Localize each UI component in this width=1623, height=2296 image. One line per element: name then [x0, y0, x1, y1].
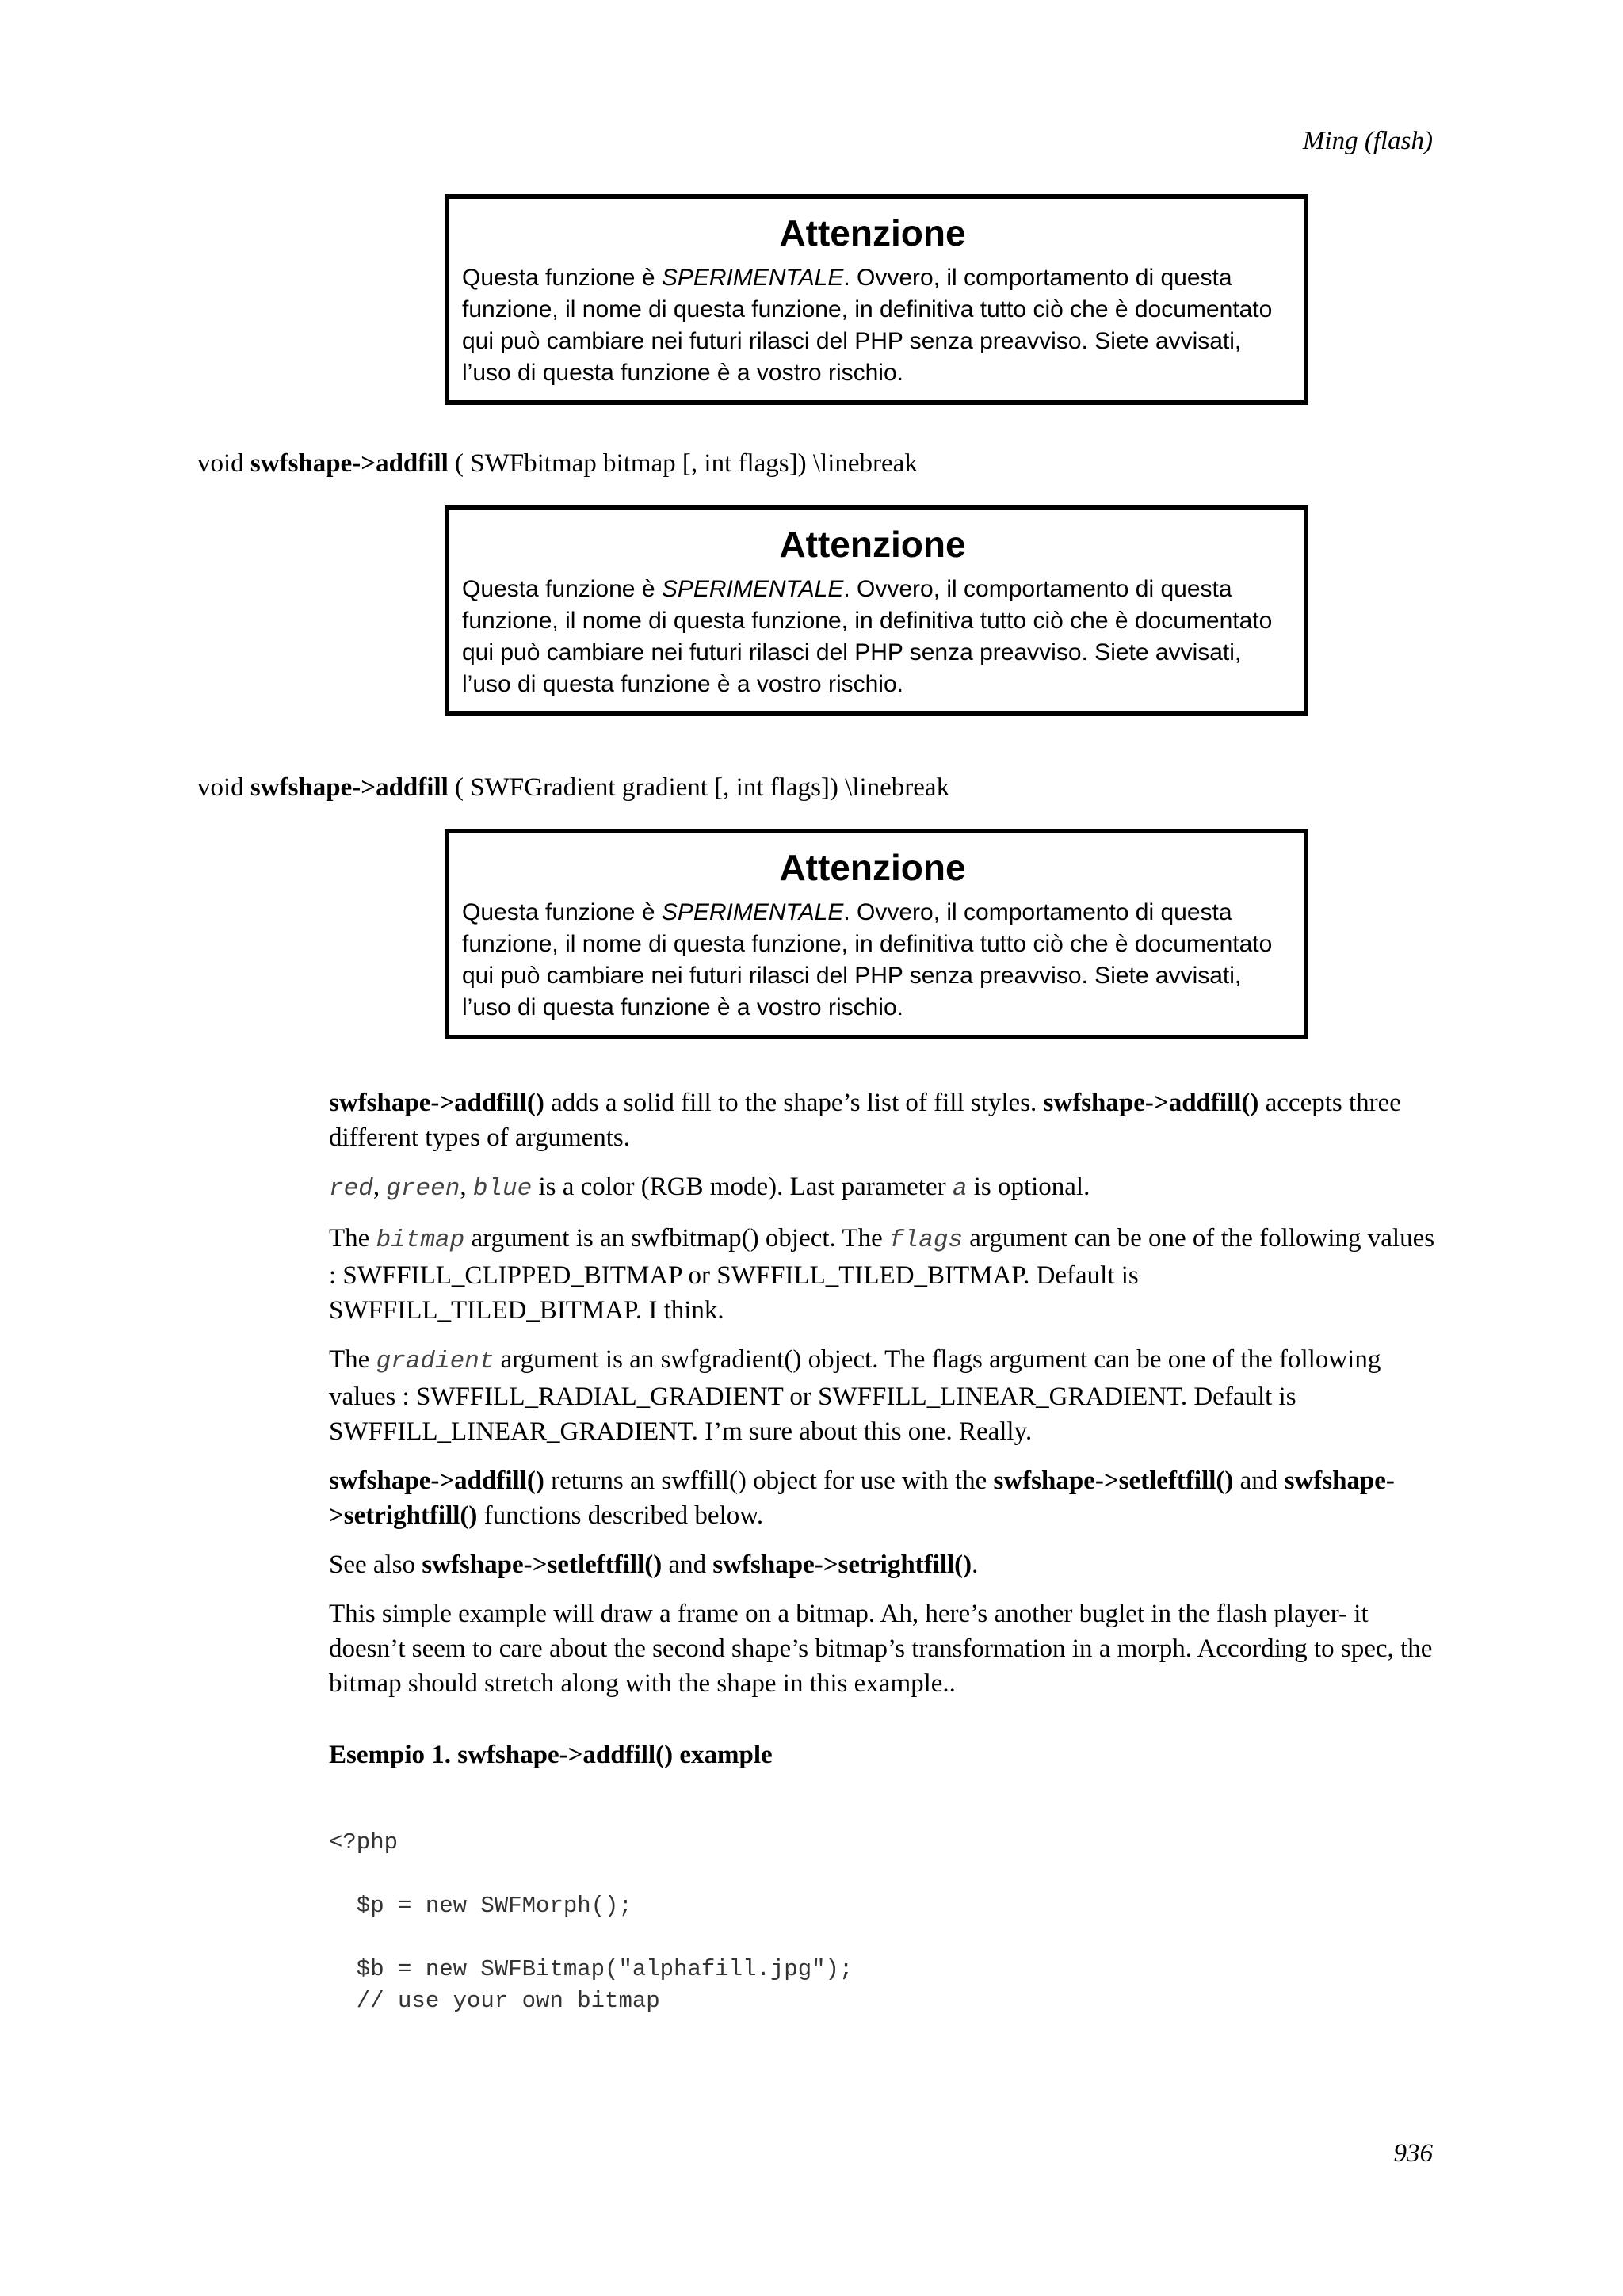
warning-text: Questa funzione è SPERIMENTALE. Ovvero, il comportamento di questa funzione, il nome di questa funzione, in definitiva tutto ciò che è documentato qui può cambiare nei futuri rilasci del PHP senza preavviso. Siete avvisati, l’uso di questa funzione è a vostro rischio. [462, 265, 1273, 386]
paragraph: This simple example will draw a frame on a bitmap. Ah, here’s another buglet in the flash player- it doesn’t seem to care about the second shape’s bitmap’s transformation in a morph. According to spec, the bitmap should stretch along with the shape in this example.. [329, 1600, 1433, 1698]
paragraph: swfshape->addfill() returns an swffill() object for use with the swfshape->setleftfill() and swfshape->setrightfill() functions described below. [329, 1466, 1395, 1530]
function-name: swfshape->addfill [250, 449, 449, 478]
paragraph: See also swfshape->setleftfill() and swfshape->setrightfill(). [329, 1550, 979, 1579]
paragraph: The gradient argument is an swfgradient() object. The flags argument can be one of the following values : SWFFILL_RADIAL_GRADIENT or SWFFILL_LINEAR_GRADIENT. Default is SWFFILL_LINEAR_GRADIENT. I’m sure about this one. Really. [329, 1345, 1381, 1446]
example-title: Esempio 1. swfshape->addfill() example [329, 1741, 773, 1769]
function-synopsis: void swfshape->addfill ( SWFbitmap bitmap [, int flags]) \linebreak [197, 449, 918, 478]
warning-text: Questa funzione è SPERIMENTALE. Ovvero, il comportamento di questa funzione, il nome di questa funzione, in definitiva tutto ciò che è documentato qui può cambiare nei futuri rilasci del PHP senza preavviso. Siete avvisati, l’uso di questa funzione è a vostro rischio. [462, 899, 1273, 1020]
warning-title: Attenzione [779, 847, 966, 888]
warning-title: Attenzione [779, 212, 966, 254]
code-example: <?php $p = new SWFMorph(); $b = new SWFBitmap("alphafill.jpg"); // use your own bitmap [329, 1829, 854, 2014]
warning-text: Questa funzione è SPERIMENTALE. Ovvero, il comportamento di questa funzione, il nome di questa funzione, in definitiva tutto ciò che è documentato qui può cambiare nei futuri rilasci del PHP senza preavviso. Siete avvisati, l’uso di questa funzione è a vostro rischio. [462, 576, 1273, 697]
paragraph: red, green, blue is a color (RGB mode). Last parameter a is optional. [329, 1173, 1090, 1203]
warning-box [445, 194, 1308, 405]
paragraph: swfshape->addfill() adds a solid fill to the shape’s list of fill styles. swfshape->addfill() accepts three different types of arguments. [329, 1089, 1401, 1152]
description [329, 1085, 1438, 1787]
function-synopsis: void swfshape->addfill ( SWFGradient gradient [, int flags]) \linebreak [197, 773, 950, 802]
warning-box [445, 829, 1308, 1039]
running-head: Ming (flash) [1302, 127, 1433, 155]
paragraph: The bitmap argument is an swfbitmap() object. The flags argument can be one of the following values : SWFFILL_CLIPPED_BITMAP or SWFFILL_TILED_BITMAP. Default is SWFFILL_TILED_BITMAP. I think. [329, 1224, 1435, 1325]
function-name: swfshape->addfill [250, 773, 449, 802]
warning-title: Attenzione [779, 524, 966, 565]
page-number: 936 [1393, 2139, 1433, 2168]
warning-box [445, 505, 1308, 716]
